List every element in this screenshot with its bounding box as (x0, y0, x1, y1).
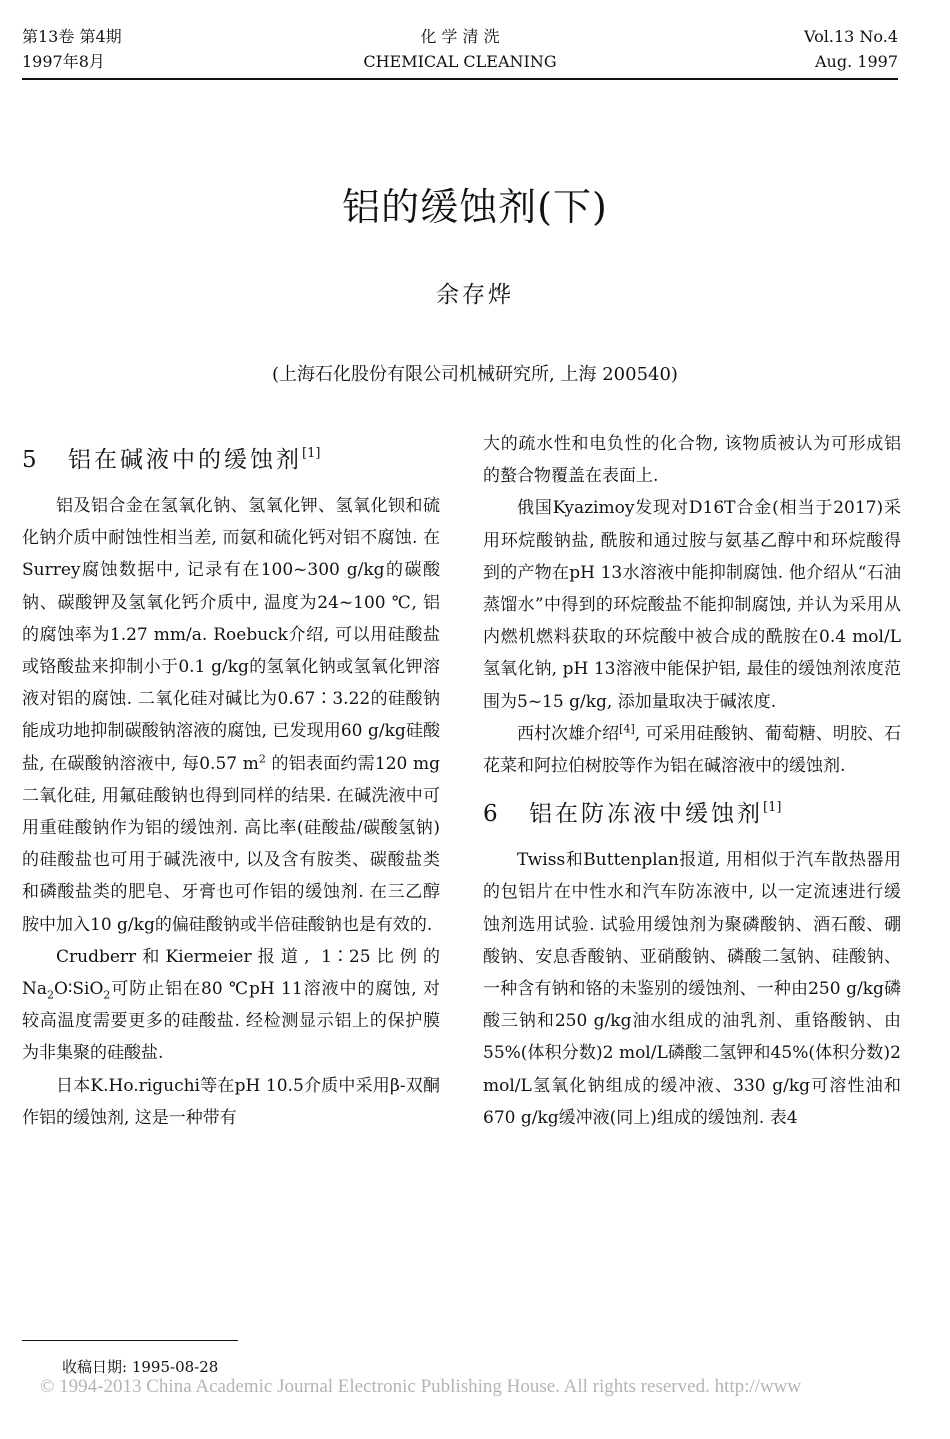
paragraph (22, 941, 440, 1070)
paragraph-text: Crudberr和Kiermeier报道, 1∶25比例的Na (22, 946, 440, 1000)
publication-date-en: Aug. 1997 (815, 52, 898, 71)
citation-ref: [4] (619, 722, 635, 736)
paragraph-text: 的铝表面约需120 mg二氧化硅, 用氟硅酸钠也得到同样的结果. 在碱洗液中可用重硅酸钠作为铝的缓蚀剂. 高比率(硅酸盐/碳酸氢钠)的硅酸盐也可用于碱洗液中, 以及含有胺类、碳酸盐类和磷酸盐类的肥皂、牙膏也可作铝的缓蚀剂. 在三乙醇胺中加入10 g/kg的偏硅酸钠或半倍硅酸钠也是有效的. (22, 753, 440, 935)
received-date-footnote: 收稿日期: 1995-08-28 (62, 1358, 219, 1376)
article-author: 余存烨 (436, 282, 514, 308)
paragraph-text: 铝及铝合金在氢氧化钠、氢氧化钾、氢氧化钡和硫化钠介质中耐蚀性相当差, 而氨和硫化钙对铝不腐蚀. 在Surrey腐蚀数据中, 记录有在100~300 g/kg的碳酸钠、碳酸钾及氢氧化钙介质中, 温度为24~100 ℃, 铝的腐蚀率为1.27 mm/a. Roebuck介绍, 可以用硅酸盐或铬酸盐来抑制小于0.1 g/kg的氢氧化钠或氢氧化钾溶液对铝的腐蚀. 二氧化硅对碱比为0.67∶3.22的硅酸钠能成功地抑制碳酸钠溶液的腐蚀, 已发现用60 g/kg硅酸盐, 在碳酸钠溶液中, 每0.57 m (22, 496, 440, 774)
left-column (22, 428, 440, 1134)
header-rule (22, 78, 898, 80)
article-title: 铝的缓蚀剂(下) (342, 185, 608, 229)
paragraph-text: , 可采用硅酸钠、葡萄糖、明胶、石花菜和阿拉伯树胶等作为铝在碱溶液中的缓蚀剂. (483, 723, 901, 777)
superscript: 2 (258, 751, 266, 765)
paragraph: 日本K.Ho.riguchi等在pH 10.5介质中采用β-双酮作铝的缓蚀剂, 这是一种带有 (22, 1075, 440, 1128)
journal-name-en: CHEMICAL CLEANING (363, 52, 557, 71)
section-title: 铝在碱液中的缓蚀剂 (68, 447, 302, 473)
section-heading-6 (483, 788, 901, 840)
paragraph (22, 490, 440, 941)
volume-issue-en: Vol.13 No.4 (804, 27, 898, 46)
paragraph: 俄国Kyazimoy发现对D16T合金(相当于2017)采用环烷酸钠盐, 酰胺和通过胺与氨基乙醇中和环烷酸得到的产物在pH 13水溶液中能抑制腐蚀. 他介绍从“石油蒸馏水”中得到的环烷酸盐不能抑制腐蚀, 并认为采用从内燃机燃料获取的环烷酸中被合成的酰胺在0.4 mol/L氢氧化钠, pH 13溶液中能保护铝, 最佳的缓蚀剂浓度范围为5~15 g/kg, 添加量取决于碱浓度. (483, 498, 901, 712)
paragraph-text: O∶SiO (54, 979, 104, 1000)
paragraph-text: 西村次雄介绍 (517, 723, 620, 744)
paragraph-text: 可防止铝在80 ℃pH 11溶液中的腐蚀, 对较高温度需要更多的硅酸盐. 经检测显示铝上的保护膜为非集聚的硅酸盐. (22, 979, 440, 1064)
section-number: 6 (483, 801, 498, 828)
publication-date: 1997年8月 (22, 52, 105, 71)
section-title: 铝在防冻液中缓蚀剂 (529, 801, 763, 828)
paragraph (483, 718, 901, 782)
running-header (22, 24, 898, 80)
paragraph: 大的疏水性和电负性的化合物, 该物质被认为可形成铝的螯合物覆盖在表面上. (483, 434, 901, 487)
journal-name-cn: 化 学 清 洗 (420, 27, 500, 46)
subscript: 2 (103, 988, 111, 1002)
section-heading-5 (22, 434, 440, 486)
header-center (22, 24, 898, 74)
citation-ref: [1] (302, 446, 321, 461)
citation-ref: [1] (763, 800, 782, 816)
header-right (804, 24, 898, 74)
paragraph: Twiss和Buttenplan报道, 用相似于汽车散热器用的包铝片在中性水和汽车防冻液中, 以一定流速进行缓蚀剂选用试验. 试验用缓蚀剂为聚磷酸钠、酒石酸、硼酸钠、安息香酸钠、亚硝酸钠、磷酸二氢钠、硅酸钠、一种含有钠和铬的未鉴别的缓蚀剂、一种由250 g/kg磷酸三钠和250 g/kg油水组成的油乳剂、重铬酸钠、由55%(体积分数)2 mol/L磷酸二氢钾和45%(体积分数)2 mol/L氢氧化钠组成的缓冲液、330 g/kg可溶性油和670 g/kg缓冲液(同上)组成的缓蚀剂. 表4 (483, 850, 901, 1128)
copyright-watermark: © 1994-2013 China Academic Journal Electronic Publishing House. All rights reserved. http://www (40, 1376, 802, 1397)
subscript: 2 (47, 988, 55, 1002)
footnote-rule (22, 1340, 238, 1341)
right-column (483, 428, 901, 1134)
author-affiliation: (上海石化股份有限公司机械研究所, 上海 200540) (272, 364, 678, 385)
volume-issue: 第13卷 第4期 (22, 27, 122, 46)
section-number: 5 (22, 447, 37, 473)
